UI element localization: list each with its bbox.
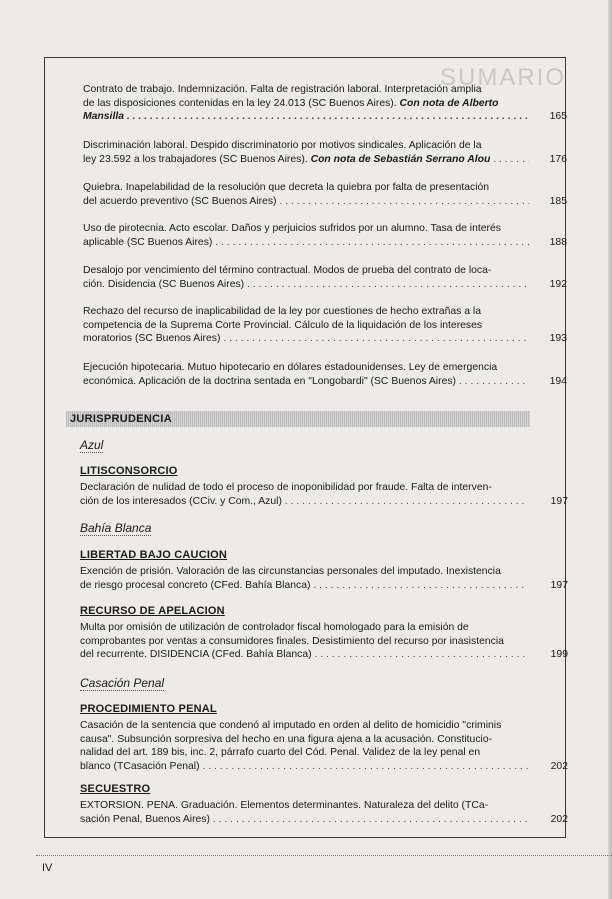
page-number: 176 — [549, 153, 567, 165]
page-number: 202 — [550, 760, 568, 772]
case-entry: Exención de prisión. Valoración de las circunstancias personales del imputado. Inexistencia de riesgo procesal concreto (CFed. Bahía Blanca) . . . 197 — [80, 565, 568, 592]
summary-entry: Desalojo por vencimiento del término contractual. Modos de prueba del contrato de loca- ción. Disidencia (SC Buenos Aires) . . . 192 — [83, 264, 567, 291]
page-number: 194 — [549, 375, 567, 387]
case-entry: Declaración de nulidad de todo el proceso de inoponibilidad por fraude. Falta de interven- ción de los interesados (CCiv. y Com., Azul) . . . 197 — [80, 481, 568, 508]
page-number: 197 — [550, 579, 568, 591]
topic-heading: SECUESTRO — [80, 783, 151, 795]
court-name: Bahía Blanca — [80, 521, 152, 535]
page-number: 165 — [549, 111, 567, 123]
footer-divider — [36, 855, 612, 856]
page-edge — [608, 0, 612, 899]
page-number: 188 — [549, 236, 567, 248]
topic-heading: LITISCONSORCIO — [80, 465, 178, 477]
topic-heading: PROCEDIMIENTO PENAL — [80, 703, 217, 715]
page-number: 197 — [550, 495, 568, 507]
summary-entry: Uso de pirotecnia. Acto escolar. Daños y perjuicios sufridos por un alumno. Tasa de interés aplicable (SC Buenos Aires) . . . 188 — [83, 222, 567, 249]
court-name: Casación Penal — [80, 676, 165, 690]
entry-title: Mansilla . . . — [83, 110, 529, 124]
case-entry: Casación de la sentencia que condenó al imputado en orden al delito de homicidio "criminis causa". Subsunción sorpresiva del hecho en una figura ajena a la acusación. Constitucio- nalidad del art. 189 bis, inc. 2, párrafo cuarto del Cód. Penal. Validez de la ley penal en blanco (TCasación Penal) . . . 202 — [80, 719, 568, 773]
page-number: 185 — [549, 195, 567, 207]
page-number: 199 — [550, 649, 568, 661]
summary-entry: Ejecución hipotecaria. Mutuo hipotecario en dólares estadounidenses. Ley de emergencia económica. Aplicación de la doctrina sentada en "Longobardi" (SC Buenos Aires) . . . 194 — [83, 361, 567, 388]
case-entry: EXTORSION. PENA. Graduación. Elementos determinantes. Naturaleza del delito (TCa- sación Penal, Buenos Aires) . . . 202 — [80, 799, 568, 826]
section-title-jurisprudencia: JURISPRUDENCIA — [66, 411, 530, 427]
summary-entry: Rechazo del recurso de inaplicabilidad de la ley por cuestiones de hecho extrañas a la competencia de la Suprema Corte Provincial. Cálculo de la liquidación de los intereses moratorios (SC Buenos Aires) . . . 193 — [83, 305, 567, 346]
page-number: 193 — [549, 333, 567, 345]
bleed-through-title: SUMARIO — [440, 64, 567, 91]
summary-entry: Contrato de trabajo. Indemnización. Falta de registración laboral. Interpretación amplia de las disposiciones contenidas en la ley 24.013 (SC Buenos Aires). Con nota de Alberto Mansilla . . . 165 — [83, 83, 567, 124]
topic-heading: RECURSO DE APELACION — [80, 605, 225, 617]
topic-heading: LIBERTAD BAJO CAUCION — [80, 549, 227, 561]
page-number: 202 — [550, 813, 568, 825]
page-number: 192 — [549, 278, 567, 290]
court-name: Azul — [80, 438, 104, 452]
case-entry: Multa por omisión de utilización de controlador fiscal homologado para la emisión de comprobantes por ventas a consumidores finales. Desistimiento del recurso por inasistencia del recurrente. DISIDENCIA (CFed. Bahía Blanca) . . . 199 — [80, 621, 568, 662]
page-folio: IV — [42, 862, 53, 874]
summary-entry: Discriminación laboral. Despido discriminatorio por motivos sindicales. Aplicación de la ley 23.592 a los trabajadores (SC Buenos Aires). Con nota de Sebastián Serrano Alou . . . 176 — [83, 139, 567, 166]
summary-entry: Quiebra. Inapelabilidad de la resolución que decreta la quiebra por falta de presentación del acuerdo preventivo (SC Buenos Aires) . . . 185 — [83, 181, 567, 208]
